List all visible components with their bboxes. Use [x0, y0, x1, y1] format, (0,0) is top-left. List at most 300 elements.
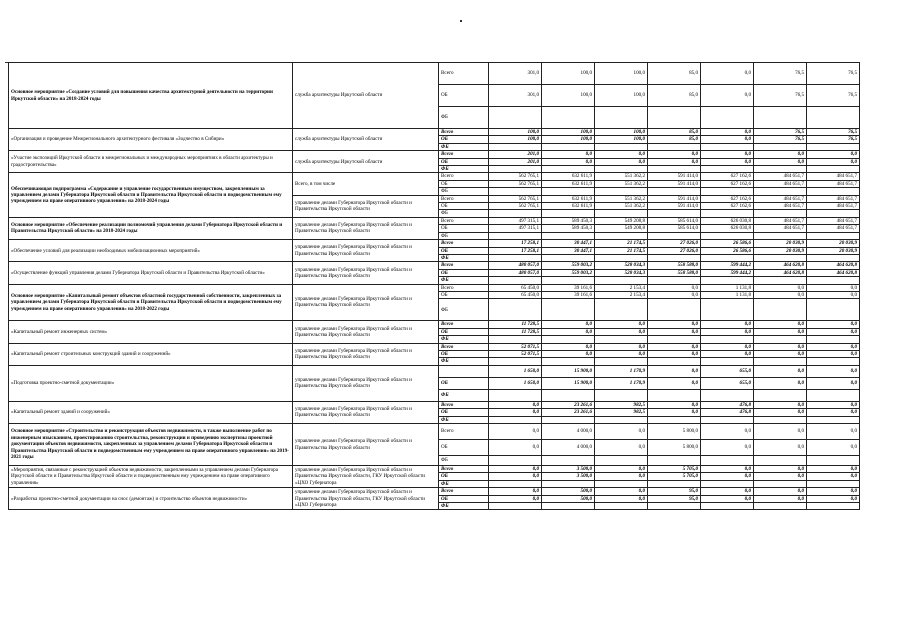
- amount-cell: 5 800,0: [648, 424, 701, 440]
- amount-cell: [595, 456, 648, 466]
- amount-cell: [489, 107, 542, 129]
- responsible-cell: управление делами Губернатора Иркутской области и Правительства Иркутской области, ГКУ Иркутской области «ЦХО Губернатора: [293, 488, 439, 510]
- amount-cell: [701, 503, 754, 510]
- amount-cell: 1 170,9: [595, 377, 648, 389]
- funding-source-cell: ОБ: [439, 440, 489, 456]
- amount-cell: 0,0: [542, 328, 595, 335]
- table-row: [9, 173, 860, 180]
- amount-cell: [754, 143, 807, 150]
- amount-cell: 549 208,8: [595, 225, 648, 232]
- amount-cell: 0,0: [542, 343, 595, 350]
- amount-cell: [542, 254, 595, 261]
- amount-cell: [807, 299, 860, 321]
- responsible-cell: управление делами Губернатора Иркутской области и Правительства Иркутской области: [293, 195, 439, 217]
- amount-cell: 0,0: [807, 343, 860, 350]
- table-row: [9, 321, 860, 328]
- funding-source-cell: ОБ: [439, 291, 489, 298]
- amount-cell: 982,5: [595, 409, 648, 416]
- amount-cell: 0,0: [595, 151, 648, 158]
- funding-source-cell: Всего: [439, 151, 489, 158]
- amount-cell: [648, 143, 701, 150]
- amount-cell: 0,0: [489, 495, 542, 502]
- amount-cell: 1 131,8: [701, 284, 754, 291]
- amount-cell: 484 651,7: [807, 173, 860, 180]
- amount-cell: 3 500,0: [542, 466, 595, 473]
- amount-cell: 551 362,2: [595, 173, 648, 180]
- amount-cell: 0,0: [701, 85, 754, 107]
- amount-cell: [754, 480, 807, 487]
- amount-cell: 589 450,3: [542, 225, 595, 232]
- amount-cell: [489, 299, 542, 321]
- amount-cell: 0,0: [595, 495, 648, 502]
- amount-cell: 0,0: [489, 440, 542, 456]
- amount-cell: [648, 188, 701, 195]
- amount-cell: [701, 277, 754, 284]
- amount-cell: 464 620,8: [754, 262, 807, 269]
- amount-cell: 655,0: [701, 377, 754, 389]
- amount-cell: 52 071,5: [489, 350, 542, 357]
- amount-cell: [648, 503, 701, 510]
- amount-cell: [542, 456, 595, 466]
- activity-name-cell: «Осуществление функций управления делами Губернатора Иркутской области и Правительства Иркутской области»: [9, 262, 293, 284]
- amount-cell: 201,0: [489, 151, 542, 158]
- amount-cell: [489, 210, 542, 217]
- amount-cell: 500,0: [542, 495, 595, 502]
- amount-cell: 0,0: [754, 377, 807, 389]
- amount-cell: 2 153,4: [595, 291, 648, 298]
- table-row: [9, 488, 860, 495]
- amount-cell: [542, 299, 595, 321]
- amount-cell: 65 450,0: [489, 284, 542, 291]
- amount-cell: 0,0: [807, 350, 860, 357]
- amount-cell: [754, 456, 807, 466]
- amount-cell: 17 258,1: [489, 240, 542, 247]
- amount-cell: 76,5: [754, 129, 807, 136]
- amount-cell: 551 362,2: [595, 195, 648, 202]
- amount-cell: 20 030,9: [754, 240, 807, 247]
- amount-cell: 497 315,1: [489, 225, 542, 232]
- activity-name-cell: «Мероприятия, связанные с реконструкцией объектов недвижимости, закрепленными за управлением делами Губернатора Иркутской области и Правительства Иркутской области и подведомственным ему учреждением на праве оперативного управления»: [9, 466, 293, 488]
- amount-cell: 528 034,3: [595, 262, 648, 269]
- amount-cell: 476,8: [701, 401, 754, 408]
- amount-cell: 0,0: [489, 473, 542, 480]
- amount-cell: 100,0: [542, 63, 595, 85]
- amount-cell: [648, 358, 701, 365]
- amount-cell: [542, 188, 595, 195]
- responsible-cell: управление делами Губернатора Иркутской области и Правительства Иркутской области: [293, 321, 439, 343]
- amount-cell: 0,0: [807, 151, 860, 158]
- amount-cell: [701, 143, 754, 150]
- amount-cell: 559 003,2: [542, 269, 595, 276]
- amount-cell: [807, 336, 860, 343]
- funding-source-cell: ОБ: [439, 269, 489, 276]
- amount-cell: [807, 143, 860, 150]
- amount-cell: 0,0: [701, 136, 754, 143]
- amount-cell: [489, 336, 542, 343]
- amount-cell: [595, 503, 648, 510]
- funding-source-cell: Всего: [439, 401, 489, 408]
- amount-cell: [807, 456, 860, 466]
- amount-cell: [489, 358, 542, 365]
- activity-name-cell: Основное мероприятие «Создание условий для повышения качества архитектурной деятельности на территории Иркутской области» на 2018-2024 годы: [9, 63, 293, 129]
- amount-cell: [648, 389, 701, 401]
- amount-cell: 100,0: [542, 85, 595, 107]
- amount-cell: 21 174,5: [595, 247, 648, 254]
- amount-cell: 632 611,9: [542, 203, 595, 210]
- amount-cell: [754, 389, 807, 401]
- amount-cell: 0,0: [754, 151, 807, 158]
- amount-cell: [807, 416, 860, 423]
- amount-cell: 0,0: [754, 158, 807, 165]
- amount-cell: 589 450,3: [542, 217, 595, 224]
- responsible-cell: управление делами Губернатора Иркутской области и Правительства Иркутской области: [293, 262, 439, 284]
- amount-cell: 5 800,0: [648, 440, 701, 456]
- funding-source-cell: Всего: [439, 284, 489, 291]
- amount-cell: [595, 358, 648, 365]
- amount-cell: 0,0: [701, 473, 754, 480]
- amount-cell: 0,0: [648, 158, 701, 165]
- amount-cell: 0,0: [595, 473, 648, 480]
- funding-source-cell: ОБ: [439, 495, 489, 502]
- amount-cell: 100,0: [595, 63, 648, 85]
- amount-cell: 0,0: [754, 291, 807, 298]
- amount-cell: 11 728,5: [489, 328, 542, 335]
- amount-cell: 0,0: [542, 321, 595, 328]
- funding-source-cell: ФБ: [439, 277, 489, 284]
- amount-cell: 100,0: [595, 136, 648, 143]
- amount-cell: 76,5: [807, 85, 860, 107]
- funding-source-cell: ОБ: [439, 180, 489, 187]
- amount-cell: 0,0: [807, 328, 860, 335]
- amount-cell: [489, 456, 542, 466]
- amount-cell: [701, 358, 754, 365]
- amount-cell: [648, 336, 701, 343]
- amount-cell: [807, 480, 860, 487]
- amount-cell: 100,0: [542, 136, 595, 143]
- amount-cell: 0,0: [595, 328, 648, 335]
- amount-cell: [807, 232, 860, 239]
- amount-cell: 484 651,7: [754, 203, 807, 210]
- amount-cell: 39 161,6: [542, 291, 595, 298]
- amount-cell: [542, 210, 595, 217]
- amount-cell: [542, 503, 595, 510]
- amount-cell: [489, 503, 542, 510]
- amount-cell: [489, 188, 542, 195]
- amount-cell: 0,0: [807, 409, 860, 416]
- amount-cell: 0,0: [807, 488, 860, 495]
- amount-cell: [807, 166, 860, 173]
- funding-source-cell: ФБ: [439, 503, 489, 510]
- amount-cell: [754, 210, 807, 217]
- amount-cell: [648, 456, 701, 466]
- amount-cell: 0,0: [701, 424, 754, 440]
- amount-cell: 0,0: [701, 129, 754, 136]
- funding-source-cell: Всего: [439, 195, 489, 202]
- amount-cell: 0,0: [807, 424, 860, 440]
- amount-cell: 85,0: [648, 63, 701, 85]
- amount-cell: [807, 389, 860, 401]
- activity-name-cell: «Капитальный ремонт строительных конструкций зданий и сооружений»: [9, 343, 293, 365]
- amount-cell: 562 765,1: [489, 203, 542, 210]
- amount-cell: 484 651,7: [807, 217, 860, 224]
- amount-cell: 23 261,6: [542, 401, 595, 408]
- amount-cell: [489, 480, 542, 487]
- amount-cell: 632 611,9: [542, 173, 595, 180]
- responsible-cell: служба архитектуры Иркутской области: [293, 151, 439, 173]
- amount-cell: 1 650,0: [489, 377, 542, 389]
- amount-cell: 0,0: [807, 473, 860, 480]
- amount-cell: 76,5: [807, 136, 860, 143]
- amount-cell: 0,0: [754, 473, 807, 480]
- amount-cell: 0,0: [595, 424, 648, 440]
- amount-cell: 464 620,8: [807, 262, 860, 269]
- amount-cell: [595, 254, 648, 261]
- responsible-cell: управление делами Губернатора Иркутской области и Правительства Иркутской области: [293, 343, 439, 365]
- amount-cell: 551 362,2: [595, 203, 648, 210]
- activity-name-cell: «Организация и проведение Межрегионального архитектурного фестиваля «Зодчество в Сибири»: [9, 129, 293, 151]
- table-row: [9, 343, 860, 350]
- funding-source-cell: Всего: [439, 129, 489, 136]
- amount-cell: 484 651,7: [754, 173, 807, 180]
- funding-source-cell: Всего: [439, 488, 489, 495]
- funding-source-cell: ФБ: [439, 254, 489, 261]
- amount-cell: 5 705,0: [648, 473, 701, 480]
- amount-cell: 0,0: [542, 350, 595, 357]
- funding-source-cell: Всего: [439, 466, 489, 473]
- amount-cell: 95,0: [648, 495, 701, 502]
- table-row: [9, 151, 860, 158]
- amount-cell: [595, 416, 648, 423]
- amount-cell: 0,0: [754, 284, 807, 291]
- amount-cell: 76,5: [754, 136, 807, 143]
- amount-cell: 0,0: [489, 488, 542, 495]
- table-row: [9, 262, 860, 269]
- activity-name-cell: «Участие экспозиций Иркутской области в межрегиональных и международных мероприятиях в области архитектуры и градостроительства»: [9, 151, 293, 173]
- funding-source-cell: ФБ: [439, 210, 489, 217]
- responsible-cell: управление делами Губернатора Иркутской области и Правительства Иркутской области: [293, 217, 439, 239]
- amount-cell: [489, 389, 542, 401]
- amount-cell: [754, 188, 807, 195]
- amount-cell: 558 588,0: [648, 262, 701, 269]
- funding-source-cell: ОБ: [439, 247, 489, 254]
- funding-source-cell: Всего: [439, 173, 489, 180]
- amount-cell: 0,0: [648, 409, 701, 416]
- amount-cell: 627 162,6: [701, 173, 754, 180]
- amount-cell: [489, 254, 542, 261]
- amount-cell: [595, 188, 648, 195]
- amount-cell: 2 153,4: [595, 284, 648, 291]
- responsible-cell: управление делами Губернатора Иркутской области и Правительства Иркутской области: [293, 424, 439, 466]
- amount-cell: 30 447,1: [542, 240, 595, 247]
- amount-cell: 95,0: [648, 488, 701, 495]
- amount-cell: 39 161,6: [542, 284, 595, 291]
- amount-cell: [648, 480, 701, 487]
- amount-cell: 20 030,9: [807, 247, 860, 254]
- amount-cell: 0,0: [754, 466, 807, 473]
- amount-cell: 85,0: [648, 136, 701, 143]
- scan-speck: [460, 20, 462, 22]
- amount-cell: 591 414,0: [648, 173, 701, 180]
- amount-cell: 20 030,9: [807, 240, 860, 247]
- responsible-cell: управление делами Губернатора Иркутской области и Правительства Иркутской области: [293, 240, 439, 262]
- amount-cell: [648, 166, 701, 173]
- amount-cell: 301,0: [489, 63, 542, 85]
- amount-cell: [595, 480, 648, 487]
- amount-cell: 0,0: [807, 495, 860, 502]
- activity-name-cell: Основное мероприятие «Обеспечение реализации полномочий управления делами Губернатора Иркутской области и Правительства Иркутской области» на 2018-2024 годы: [9, 217, 293, 239]
- amount-cell: 26 586,6: [701, 240, 754, 247]
- funding-source-cell: ОБ: [439, 136, 489, 143]
- amount-cell: [595, 299, 648, 321]
- activity-name-cell: «Подготовка проектно-сметной документации»: [9, 365, 293, 401]
- amount-cell: 20 030,9: [754, 247, 807, 254]
- funding-source-cell: ОБ: [439, 328, 489, 335]
- funding-source-cell: ОБ: [439, 473, 489, 480]
- activity-name-cell: Основное мероприятие «Капитальный ремонт объектов областной государственной собственности, закрепленных за управлением делами Губернатора Иркутской области и Правительства Иркутской области и подведомственным ему учреждением на праве оперативного управления» на 2018-2022 годы: [9, 284, 293, 321]
- amount-cell: 0,0: [807, 401, 860, 408]
- amount-cell: 0,0: [701, 158, 754, 165]
- funding-source-cell: ОБ: [439, 85, 489, 107]
- amount-cell: [489, 166, 542, 173]
- funding-source-cell: ФБ: [439, 358, 489, 365]
- amount-cell: [701, 336, 754, 343]
- amount-cell: 0,0: [807, 466, 860, 473]
- amount-cell: [648, 254, 701, 261]
- amount-cell: [648, 416, 701, 423]
- funding-source-cell: ФБ: [439, 456, 489, 466]
- amount-cell: 0,0: [701, 488, 754, 495]
- amount-cell: 65 450,0: [489, 291, 542, 298]
- amount-cell: [754, 358, 807, 365]
- funding-source-cell: ОБ: [439, 377, 489, 389]
- amount-cell: [754, 299, 807, 321]
- amount-cell: 0,0: [701, 350, 754, 357]
- amount-cell: 15 900,0: [542, 365, 595, 377]
- amount-cell: 0,0: [595, 440, 648, 456]
- amount-cell: [701, 232, 754, 239]
- amount-cell: [595, 210, 648, 217]
- amount-cell: 15 900,0: [542, 377, 595, 389]
- amount-cell: 21 174,5: [595, 240, 648, 247]
- amount-cell: 655,0: [701, 365, 754, 377]
- amount-cell: 0,0: [807, 321, 860, 328]
- activity-name-cell: «Разработка проектно-сметной документации на снос (демонтаж) и строительство объектов недвижимости»: [9, 488, 293, 510]
- amount-cell: [807, 254, 860, 261]
- amount-cell: 17 258,1: [489, 247, 542, 254]
- amount-cell: [807, 277, 860, 284]
- amount-cell: 0,0: [595, 488, 648, 495]
- amount-cell: 27 026,0: [648, 240, 701, 247]
- responsible-cell: служба архитектуры Иркутской области: [293, 63, 439, 129]
- amount-cell: 100,0: [595, 129, 648, 136]
- amount-cell: 0,0: [648, 328, 701, 335]
- table-row: [9, 63, 860, 85]
- funding-source-cell: ФБ: [439, 299, 489, 321]
- amount-cell: 0,0: [648, 151, 701, 158]
- amount-cell: [595, 166, 648, 173]
- amount-cell: [754, 416, 807, 423]
- responsible-cell: Всего, в том числе: [293, 173, 439, 195]
- responsible-cell: управление делами Губернатора Иркутской области и Правительства Иркутской области: [293, 284, 439, 321]
- responsible-cell: управление делами Губернатора Иркутской области и Правительства Иркутской области: [293, 401, 439, 423]
- amount-cell: 0,0: [754, 488, 807, 495]
- amount-cell: 480 057,0: [489, 269, 542, 276]
- amount-cell: [701, 210, 754, 217]
- amount-cell: [542, 232, 595, 239]
- funding-source-cell: ФБ: [439, 166, 489, 173]
- amount-cell: 0,0: [754, 495, 807, 502]
- amount-cell: [701, 188, 754, 195]
- amount-cell: 0,0: [542, 151, 595, 158]
- amount-cell: 0,0: [807, 291, 860, 298]
- amount-cell: 0,0: [754, 328, 807, 335]
- amount-cell: [648, 277, 701, 284]
- amount-cell: 0,0: [754, 440, 807, 456]
- amount-cell: 0,0: [542, 158, 595, 165]
- funding-source-cell: ФБ: [439, 107, 489, 129]
- amount-cell: 76,5: [807, 63, 860, 85]
- amount-cell: 0,0: [489, 401, 542, 408]
- amount-cell: 0,0: [807, 365, 860, 377]
- activity-name-cell: «Капитальный ремонт зданий и сооружений»: [9, 401, 293, 423]
- amount-cell: 464 620,8: [754, 269, 807, 276]
- amount-cell: 591 414,0: [648, 203, 701, 210]
- amount-cell: 558 588,0: [648, 269, 701, 276]
- amount-cell: 0,0: [701, 328, 754, 335]
- amount-cell: [807, 188, 860, 195]
- amount-cell: 3 500,0: [542, 473, 595, 480]
- funding-source-cell: ОБ: [439, 225, 489, 232]
- amount-cell: [701, 416, 754, 423]
- amount-cell: [701, 166, 754, 173]
- amount-cell: 464 620,8: [807, 269, 860, 276]
- amount-cell: 591 414,0: [648, 180, 701, 187]
- amount-cell: 0,0: [807, 284, 860, 291]
- table-row: [9, 401, 860, 408]
- amount-cell: 0,0: [489, 466, 542, 473]
- amount-cell: 0,0: [595, 158, 648, 165]
- amount-cell: 549 208,8: [595, 217, 648, 224]
- amount-cell: 0,0: [754, 424, 807, 440]
- amount-cell: 627 162,6: [701, 203, 754, 210]
- amount-cell: 52 071,5: [489, 343, 542, 350]
- amount-cell: [489, 277, 542, 284]
- amount-cell: 591 414,0: [648, 195, 701, 202]
- amount-cell: 599 444,2: [701, 262, 754, 269]
- funding-source-cell: Всего: [439, 424, 489, 440]
- amount-cell: 100,0: [595, 85, 648, 107]
- amount-cell: [701, 456, 754, 466]
- amount-cell: [542, 277, 595, 284]
- amount-cell: 201,0: [489, 158, 542, 165]
- amount-cell: 76,5: [754, 63, 807, 85]
- amount-cell: [754, 277, 807, 284]
- amount-cell: [542, 336, 595, 343]
- amount-cell: 0,0: [595, 321, 648, 328]
- amount-cell: [754, 336, 807, 343]
- amount-cell: 0,0: [807, 440, 860, 456]
- amount-cell: 4 000,0: [542, 424, 595, 440]
- table-row: [9, 129, 860, 136]
- amount-cell: 0,0: [648, 365, 701, 377]
- amount-cell: [542, 480, 595, 487]
- amount-cell: 0,0: [648, 343, 701, 350]
- amount-cell: [542, 358, 595, 365]
- amount-cell: 627 162,6: [701, 180, 754, 187]
- responsible-cell: управление делами Губернатора Иркутской области и Правительства Иркутской области: [293, 365, 439, 401]
- amount-cell: [648, 232, 701, 239]
- amount-cell: 100,0: [542, 129, 595, 136]
